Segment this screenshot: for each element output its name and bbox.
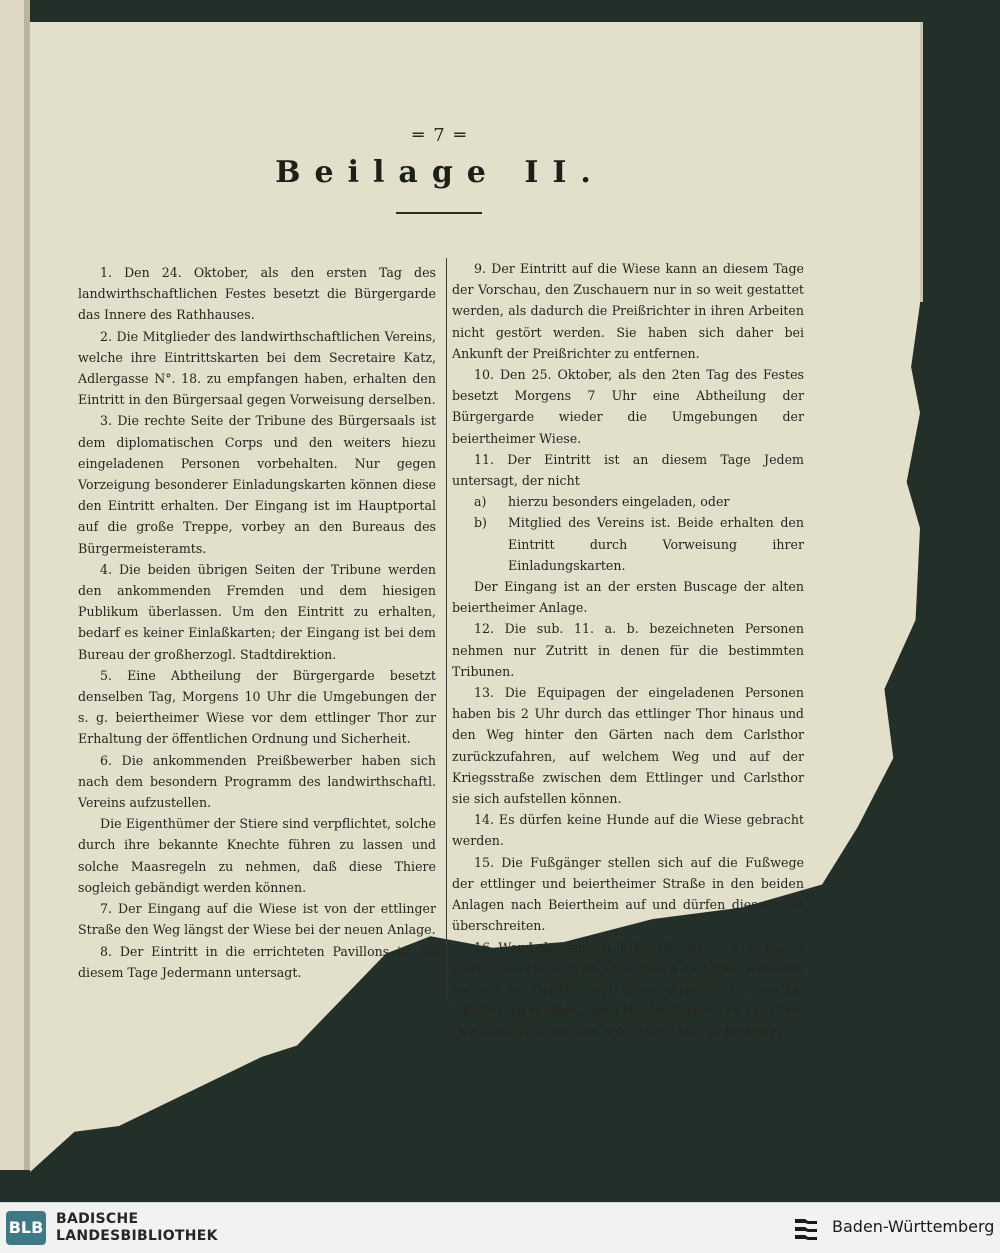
baden-wuerttemberg-lions-icon [790,1212,822,1244]
paragraph: 9. Der Eintritt auf die Wiese kann an diesem Tage der Vorschau, den Zuschauern nur in so weit gestattet werden, als dadurch die Preißrichter in ihren Arbeiten nicht gestört werden. Sie haben sich daher bei Ankunft der Preißrichter zu entfernen. [452,261,804,361]
list-marker: b) [474,515,487,531]
column-divider [446,258,447,1000]
right-column [452,258,804,1043]
left-column [78,262,436,983]
list-marker: a) [474,494,487,510]
blb-logo[interactable]: BLB [6,1211,46,1245]
library-name-line1: BADISCHE [56,1211,139,1227]
paragraph: 1. Den 24. Oktober, als den ersten Tag des landwirthschaftlichen Festes besetzt die Bürgergarde das Innere des Rathhauses. [78,265,436,323]
paragraph: Die Eigenthümer der Stiere sind verpflichtet, solche durch ihre bekannte Knechte führen zu lassen und solche Maasregeln zu nehmen, daß diese Thiere sogleich gebändigt werden können. [78,816,436,895]
page-fold-shadow [24,0,30,1170]
paragraph: 3. Die rechte Seite der Tribune des Bürgersaals ist dem diplomatischen Corps und den weiters hiezu eingeladenen Personen vorbehalten. Nur gegen Vorzeigung besonderer Einladungskarten können diese den Eintritt erhalten. Der Eingang ist im Hauptportal auf die große Treppe, vorbey an den Bureaus des Bürgermeisteramts. [78,413,436,556]
paragraph: 5. Eine Abtheilung der Bürgergarde besetzt denselben Tag, Morgens 10 Uhr die Umgebungen der s. g. beiertheimer Wiese vor dem ettlinger Thor zur Erhaltung der öffentlichen Ordnung und Sicherheit. [78,667,436,747]
title-rule [396,212,482,214]
state-name[interactable]: Baden-Württemberg [832,1217,995,1236]
list-item [452,491,804,512]
paragraph: 11. Der Eintritt ist an diesem Tage Jedem untersagt, der nicht [452,451,804,489]
library-name-line2: LANDESBIBLIOTHEK [56,1228,218,1244]
paragraph: 13. Die Equipagen der eingeladenen Personen haben bis 2 Uhr durch das ettlinger Thor hinaus und den Weg hinter den Gärten nach dem Carlsthor zurückzufahren, auf welchem Weg und auf der Kriegsstraße zwischen dem Ettlinger und Carlsthor sie sich aufstellen können. [452,685,804,807]
paragraph: 4. Die beiden übrigen Seiten der Tribune werden den ankommenden Fremden und dem hiesigen Publikum überlassen. Um den Eintritt zu erhalten, bedarf es keiner Einlaßkarten; der Eingang ist bei dem Bureau der großherzogl. Stadtdirektion. [78,561,436,662]
paragraph: 12. Die sub. 11. a. b. bezeichneten Personen nehmen nur Zutritt in denen für die bestimmten Tribunen. [452,621,804,679]
paragraph: 15. Die Fußgänger stellen sich auf die Fußwege der ettlinger und beiertheimer Straße in den beiden Anlagen nach Beiertheim auf und dürfen diese nicht überschreiten. [452,854,804,934]
paragraph: 8. Der Eintritt in die errichteten Pavillons ist an diesem Tage Jedermann untersagt. [78,943,436,980]
paragraph: 7. Der Eingang auf die Wiese ist von der ettlinger Straße den Weg längst der Wiese bei der neuen Anlage. [78,901,436,938]
paragraph: Der Eingang ist an der ersten Buscage der alten beiertheimer Anlage. [452,579,804,616]
footer-bar [0,1202,1000,1253]
paragraph: 14. Es dürfen keine Hunde auf die Wiese gebracht werden. [452,812,804,849]
paragraph: 2. Die Mitglieder des landwirthschaftlichen Vereins, welche ihre Eintrittskarten bei dem Secretaire Katz, Adlergasse N°. 18. zu empfangen haben, erhalten den Eintritt in den Bürgersaal gegen Vorweisung derselben. [78,328,436,408]
list-item-text: hierzu besonders eingeladen, oder [508,494,730,510]
paragraph: 6. Die ankommenden Preißbewerber haben sich nach dem besondern Programm des landwirthschaftl. Vereins aufzustellen. [78,752,436,811]
page-title: Beilage II. [275,155,605,190]
paragraph: 16. Wer Lebensmittel, Erfrischungen u. s. w. feil zu bieten und einen Platz angewiesen zu haben wünscht, hat sich bei Großherzogl. Polizeydirektion bis zum 14. Oktober zu melden, um Erlaubnißkarten zu erhalten. Der Polizeykommissair Scholl wird jedem die Plätze [452,939,804,1040]
list-item-text: Mitglied des Vereins ist. Beide erhalten den Eintritt durch Vorweisung ihrer Einladungskarten. [508,515,804,573]
list-item [452,512,804,576]
paragraph: 10. Den 25. Oktober, als den 2ten Tag des Festes besetzt Morgens 7 Uhr eine Abtheilung der Bürgergarde wieder die Umgebungen der beiertheimer Wiese. [452,367,804,446]
page-number: ═ 7 ═ [412,125,468,146]
